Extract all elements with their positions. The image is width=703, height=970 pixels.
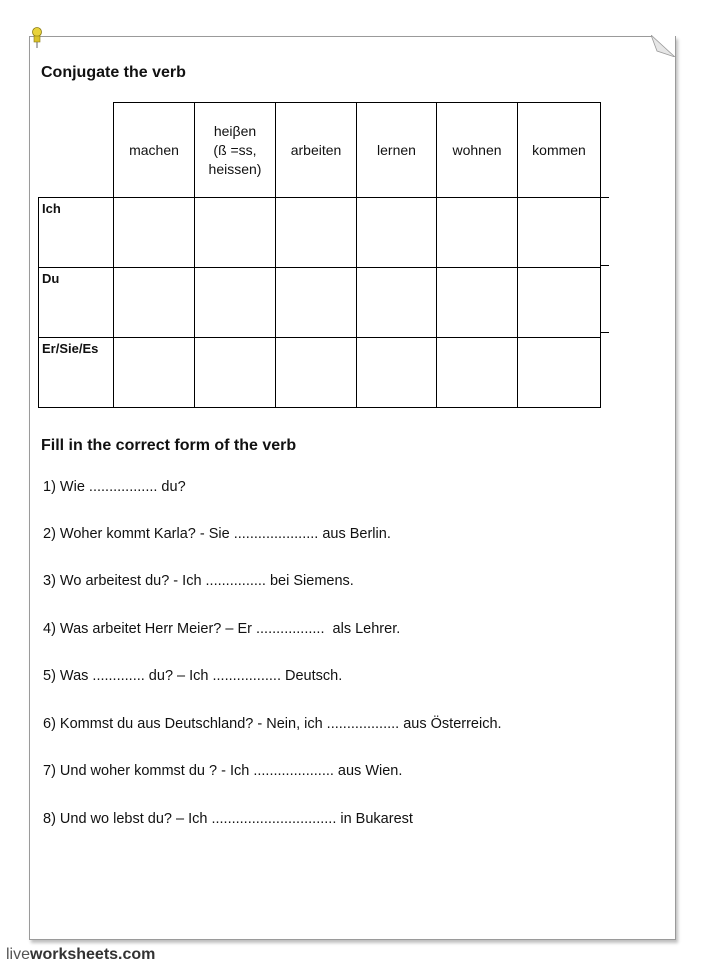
pronoun-row xyxy=(39,198,601,268)
answer-cell[interactable] xyxy=(437,268,518,338)
conjugation-table xyxy=(38,102,601,408)
answer-cell[interactable] xyxy=(518,198,601,268)
table-overhang-line xyxy=(600,332,609,333)
answer-cell[interactable] xyxy=(114,268,195,338)
answer-cell[interactable] xyxy=(114,198,195,268)
exercise-item[interactable]: 5) Was ............. du? – Ich ................. Deutsch. xyxy=(43,668,343,684)
pushpin-icon xyxy=(29,27,45,49)
table-overhang-line xyxy=(600,265,609,266)
verb-header-cell: wohnen xyxy=(437,103,518,198)
pronoun-row xyxy=(39,268,601,338)
table-corner-cell xyxy=(39,103,114,198)
verb-header-cell: kommen xyxy=(518,103,601,198)
exercise-heading: Fill in the correct form of the verb xyxy=(41,437,297,454)
answer-cell[interactable] xyxy=(357,268,437,338)
verb-header-cell: lernen xyxy=(357,103,437,198)
exercise-item[interactable]: 3) Wo arbeitest du? - Ich ............... bei Siemens. xyxy=(43,573,354,589)
table-overhang-line xyxy=(600,197,609,198)
exercise-item[interactable]: 2) Woher kommt Karla? - Sie ..................... aus Berlin. xyxy=(43,526,391,542)
answer-cell[interactable] xyxy=(276,338,357,408)
verb-header-cell: machen xyxy=(114,103,195,198)
table-heading: Conjugate the verb xyxy=(41,64,186,81)
answer-cell[interactable] xyxy=(437,338,518,408)
exercise-item[interactable]: 8) Und wo lebst du? – Ich ............................... in Bukarest xyxy=(43,811,413,827)
answer-cell[interactable] xyxy=(518,268,601,338)
answer-cell[interactable] xyxy=(357,198,437,268)
pronoun-label: Er/Sie/Es xyxy=(39,338,114,408)
answer-cell[interactable] xyxy=(195,268,276,338)
verb-header-cell: arbeiten xyxy=(276,103,357,198)
page-curl-icon xyxy=(651,35,675,57)
answer-cell[interactable] xyxy=(437,198,518,268)
pronoun-label: Ich xyxy=(39,198,114,268)
verb-header-cell: heiβen (ß =ss, heissen) xyxy=(195,103,276,198)
table-header-row xyxy=(39,103,601,198)
exercise-item[interactable]: 7) Und woher kommst du ? - Ich .................... aus Wien. xyxy=(43,763,403,779)
answer-cell[interactable] xyxy=(195,338,276,408)
answer-cell[interactable] xyxy=(195,198,276,268)
answer-cell[interactable] xyxy=(518,338,601,408)
answer-cell[interactable] xyxy=(114,338,195,408)
pronoun-label: Du xyxy=(39,268,114,338)
footer-logo: liveworksheets.com xyxy=(6,946,156,963)
answer-cell[interactable] xyxy=(276,268,357,338)
exercise-item[interactable]: 6) Kommst du aus Deutschland? - Nein, ich .................. aus Österreich. xyxy=(43,716,502,732)
answer-cell[interactable] xyxy=(357,338,437,408)
pronoun-row xyxy=(39,338,601,408)
answer-cell[interactable] xyxy=(276,198,357,268)
exercise-item[interactable]: 4) Was arbeitet Herr Meier? – Er ................. als Lehrer. xyxy=(43,621,401,637)
exercise-item[interactable]: 1) Wie ................. du? xyxy=(43,479,186,495)
